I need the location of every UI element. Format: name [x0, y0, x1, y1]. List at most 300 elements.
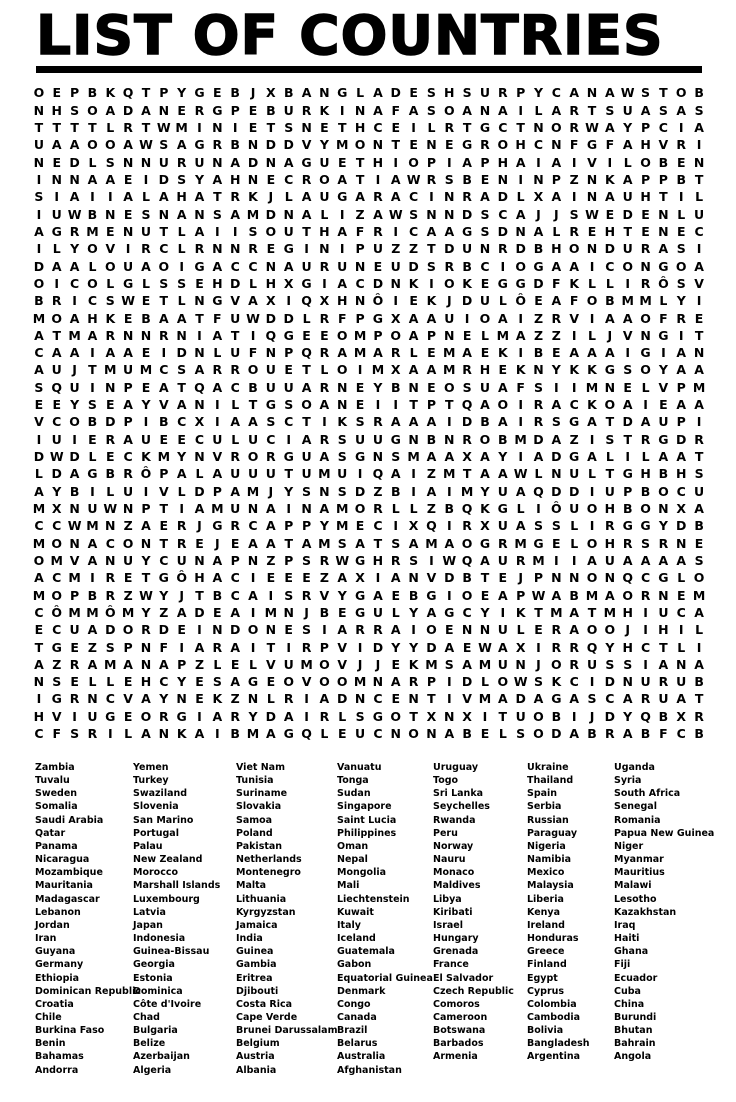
grid-letter: R [462, 189, 472, 205]
grid-letter: U [230, 310, 241, 326]
grid-letter: R [640, 691, 651, 707]
country-name: Equatorial Guinea [337, 972, 433, 984]
grid-letter: U [123, 552, 134, 568]
grid-letter: A [69, 137, 80, 153]
grid-letter: N [69, 500, 80, 516]
country-name: Guyana [35, 946, 76, 958]
grid-letter: G [604, 362, 615, 378]
grid-letter: A [605, 120, 615, 136]
grid-letter: P [658, 171, 668, 187]
grid-letter: Z [409, 241, 419, 257]
grid-letter: S [177, 275, 187, 291]
grid-letter: S [337, 483, 347, 499]
country-name: Madagascar [35, 893, 100, 905]
grid-letter: M [246, 206, 260, 222]
grid-letter: N [533, 171, 544, 187]
country-name: Norway [433, 840, 474, 852]
grid-letter: O [122, 622, 134, 638]
grid-letter: E [70, 639, 79, 655]
grid-letter: E [266, 674, 276, 690]
grid-letter: R [515, 552, 526, 568]
grid-letter: P [284, 345, 294, 361]
grid-letter: S [141, 206, 151, 222]
grid-letter: C [70, 275, 80, 291]
grid-letter: U [604, 552, 615, 568]
grid-letter: N [212, 241, 223, 257]
grid-letter: K [105, 85, 116, 101]
grid-letter: I [304, 691, 309, 707]
grid-letter: M [496, 327, 510, 343]
grid-letter: M [585, 587, 599, 603]
grid-letter: L [605, 449, 614, 465]
grid-letter: I [696, 241, 702, 257]
grid-letter: N [319, 85, 330, 101]
grid-letter: O [283, 674, 295, 690]
country-name: Paraguay [527, 827, 578, 839]
grid-letter: C [52, 518, 62, 534]
country-name: India [236, 933, 263, 945]
grid-letter: I [589, 518, 595, 534]
grid-letter: E [123, 674, 133, 690]
grid-letter: Y [70, 241, 80, 257]
grid-letter: P [212, 483, 222, 499]
grid-letter: T [177, 379, 186, 395]
grid-letter: A [462, 154, 472, 170]
grid-letter: Z [426, 466, 436, 482]
grid-letter: E [659, 397, 668, 413]
grid-letter: I [304, 241, 309, 257]
grid-letter: N [140, 656, 152, 672]
grid-letter: V [158, 483, 169, 499]
grid-letter: H [604, 223, 616, 239]
grid-letter: H [640, 189, 651, 205]
grid-letter: M [300, 656, 313, 672]
grid-letter: L [570, 518, 579, 534]
grid-letter: O [33, 275, 45, 291]
grid-letter: E [88, 431, 97, 447]
grid-letter: K [176, 726, 187, 742]
grid-letter: C [605, 691, 615, 707]
grid-letter: E [676, 223, 686, 239]
country-name: Qatar [35, 827, 66, 839]
grid-letter: Z [194, 656, 205, 672]
grid-letter: U [283, 223, 294, 239]
grid-letter: A [426, 483, 437, 499]
grid-letter: H [319, 223, 330, 239]
grid-letter: H [640, 466, 651, 482]
grid-letter: H [176, 189, 187, 205]
grid-letter: A [676, 102, 687, 118]
grid-letter: I [678, 120, 684, 136]
grid-letter: I [215, 414, 220, 430]
grid-letter: H [604, 535, 616, 551]
grid-letter: U [247, 466, 259, 482]
grid-letter: N [354, 293, 366, 309]
grid-letter: M [336, 518, 349, 534]
grid-letter: M [68, 327, 81, 343]
grid-letter: W [513, 466, 528, 482]
grid-letter: R [283, 691, 294, 707]
grid-letter: S [533, 518, 543, 534]
grid-letter: I [571, 154, 577, 170]
grid-letter: G [283, 241, 294, 257]
grid-letter: L [409, 500, 418, 516]
grid-letter: N [140, 639, 152, 655]
grid-letter: N [444, 189, 455, 205]
grid-letter: R [694, 431, 704, 447]
grid-letter: A [408, 310, 419, 326]
country-name: Lithuania [236, 893, 287, 905]
grid-letter: L [480, 327, 489, 343]
grid-letter: T [659, 85, 668, 101]
grid-letter: I [357, 362, 363, 378]
grid-letter: W [67, 518, 82, 534]
grid-letter: X [676, 500, 687, 516]
grid-letter: X [676, 708, 687, 724]
country-name: Papua New Guinea [614, 827, 715, 839]
grid-letter: U [444, 310, 455, 326]
grid-letter: O [104, 258, 116, 274]
grid-letter: Y [319, 137, 329, 153]
grid-letter: A [141, 102, 151, 118]
country-name: Bahrain [614, 1038, 656, 1050]
grid-letter: I [446, 518, 452, 534]
country-name: Chad [133, 1011, 160, 1023]
grid-letter: I [446, 154, 452, 170]
grid-letter: G [390, 431, 401, 447]
grid-letter: W [406, 171, 421, 187]
grid-letter: U [87, 708, 98, 724]
grid-letter: G [372, 708, 384, 724]
grid-letter: S [70, 102, 80, 118]
grid-letter: A [123, 397, 133, 413]
grid-letter: K [551, 674, 562, 690]
grid-letter: K [515, 362, 526, 378]
country-name: Niger [614, 840, 644, 852]
grid-letter: C [605, 258, 615, 274]
grid-letter: A [373, 345, 383, 361]
grid-letter: E [34, 397, 44, 413]
grid-letter: O [461, 587, 473, 603]
grid-letter: M [336, 137, 349, 153]
country-name: Bolivia [527, 1025, 564, 1037]
grid-letter: S [426, 258, 436, 274]
grid-letter: T [284, 535, 293, 551]
country-name: Luxembourg [133, 893, 200, 905]
country-name: Syria [614, 775, 642, 787]
grid-letter: N [586, 241, 598, 257]
country-name: Egypt [527, 972, 558, 984]
grid-letter: E [498, 570, 508, 586]
grid-letter: D [265, 708, 277, 724]
grid-letter: S [284, 397, 294, 413]
grid-letter: O [693, 570, 705, 586]
grid-letter: H [640, 137, 651, 153]
grid-letter: D [105, 622, 116, 638]
grid-letter: R [373, 500, 383, 516]
grid-letter: X [283, 275, 294, 291]
grid-letter: L [391, 500, 400, 516]
grid-letter: I [625, 345, 631, 361]
grid-letter: C [284, 414, 294, 430]
grid-letter: Z [551, 327, 561, 343]
grid-letter: E [123, 708, 133, 724]
grid-letter: K [569, 275, 580, 291]
grid-letter: N [408, 431, 419, 447]
grid-letter: S [605, 656, 615, 672]
grid-letter: X [462, 449, 472, 465]
grid-letter: M [139, 362, 153, 378]
grid-letter: L [266, 691, 275, 707]
grid-letter: E [694, 310, 704, 326]
grid-letter: L [88, 674, 97, 690]
grid-letter: R [676, 310, 687, 326]
country-name: Guinea [236, 946, 274, 958]
grid-letter: P [177, 656, 187, 672]
grid-letter: I [518, 449, 523, 465]
grid-letter: N [622, 674, 633, 690]
grid-letter: A [34, 223, 44, 239]
grid-letter: T [409, 397, 418, 413]
grid-letter: B [480, 414, 490, 430]
grid-letter: N [444, 708, 455, 724]
grid-letter: S [34, 189, 44, 205]
grid-letter: V [105, 241, 116, 257]
grid-letter: T [266, 120, 276, 136]
country-name: Belarus [337, 1038, 378, 1050]
grid-letter: Y [676, 293, 686, 309]
grid-letter: R [158, 327, 169, 343]
grid-letter: V [158, 397, 169, 413]
grid-letter: U [337, 258, 348, 274]
country-name: Estonia [133, 972, 173, 984]
grid-letter: N [194, 293, 205, 309]
grid-letter: A [194, 639, 205, 655]
grid-letter: R [69, 656, 80, 672]
grid-letter: T [623, 223, 632, 239]
grid-letter: O [586, 500, 598, 516]
grid-letter: S [533, 674, 543, 690]
grid-letter: D [33, 258, 45, 274]
grid-letter: S [641, 85, 651, 101]
grid-letter: A [158, 310, 169, 326]
grid-letter: Y [623, 120, 633, 136]
country-name: Israel [433, 919, 463, 931]
grid-letter: U [51, 206, 62, 222]
grid-letter: L [88, 449, 97, 465]
grid-letter: G [515, 275, 526, 291]
grid-letter: R [230, 189, 240, 205]
grid-letter: W [585, 206, 599, 222]
country-name: New Zealand [133, 854, 203, 866]
grid-letter: E [409, 137, 418, 153]
grid-letter: C [676, 604, 686, 620]
grid-letter: X [480, 518, 490, 534]
grid-letter: N [265, 345, 277, 361]
grid-letter: I [393, 223, 399, 239]
grid-letter: A [337, 622, 348, 638]
grid-letter: N [693, 345, 705, 361]
grid-letter: E [587, 223, 597, 239]
grid-letter: N [229, 241, 241, 257]
grid-letter: A [587, 345, 597, 361]
country-name: Italy [337, 919, 361, 931]
grid-letter: J [268, 189, 274, 205]
country-name: Gambia [236, 959, 277, 971]
grid-letter: I [197, 327, 202, 343]
grid-letter: G [354, 587, 366, 603]
grid-letter: J [625, 622, 631, 638]
grid-letter: E [70, 674, 79, 690]
grid-letter: A [605, 587, 615, 603]
grid-letter: W [478, 639, 492, 655]
grid-letter: F [248, 345, 258, 361]
grid-letter: L [88, 154, 97, 170]
grid-letter: V [658, 137, 669, 153]
grid-letter: A [390, 171, 401, 187]
grid-letter: U [390, 258, 401, 274]
grid-letter: P [284, 552, 294, 568]
grid-letter: G [337, 85, 348, 101]
grid-letter: X [408, 518, 419, 534]
grid-letter: T [337, 120, 347, 136]
country-name: Tuvalu [35, 775, 70, 787]
grid-letter: A [694, 120, 704, 136]
grid-letter: A [230, 206, 241, 222]
grid-letter: U [51, 431, 62, 447]
grid-letter: Z [569, 431, 579, 447]
grid-letter: L [213, 656, 222, 672]
grid-letter: B [587, 726, 597, 742]
grid-letter: Ô [551, 500, 562, 516]
grid-letter: G [301, 275, 312, 291]
grid-letter: L [677, 570, 686, 586]
grid-letter: R [105, 431, 116, 447]
grid-letter: P [301, 518, 312, 534]
grid-letter: I [393, 397, 399, 413]
grid-letter: S [462, 85, 472, 101]
country-column [337, 761, 433, 1077]
country-name: Belgium [236, 1038, 280, 1050]
grid-letter: U [230, 345, 241, 361]
grid-letter: A [373, 102, 383, 118]
grid-letter: A [337, 570, 348, 586]
grid-letter: R [141, 622, 151, 638]
grid-letter: T [230, 327, 240, 343]
grid-letter: B [676, 171, 686, 187]
grid-letter: N [515, 223, 526, 239]
grid-letter: M [157, 449, 171, 465]
grid-letter: G [283, 449, 294, 465]
country-name: Mongolia [337, 867, 386, 879]
grid-letter: S [676, 241, 686, 257]
grid-letter: A [462, 656, 472, 672]
grid-letter: I [197, 708, 202, 724]
grid-letter: E [230, 535, 240, 551]
grid-letter: A [212, 466, 223, 482]
grid-letter: Ô [104, 604, 116, 620]
grid-letter: A [622, 552, 633, 568]
grid-letter: I [464, 310, 470, 326]
grid-letter: E [391, 120, 401, 136]
grid-letter: A [658, 656, 669, 672]
grid-letter: G [551, 691, 562, 707]
grid-letter: T [694, 327, 704, 343]
country-name: Angola [614, 1051, 652, 1063]
grid-letter: I [232, 120, 238, 136]
grid-letter: E [159, 431, 169, 447]
grid-letter: D [568, 483, 580, 499]
grid-letter: S [676, 275, 686, 291]
grid-letter: N [568, 570, 580, 586]
grid-letter: Ô [176, 570, 187, 586]
grid-letter: N [497, 171, 509, 187]
grid-letter: T [141, 120, 151, 136]
grid-letter: W [156, 120, 171, 136]
grid-letter: T [159, 223, 169, 239]
grid-letter: X [426, 708, 437, 724]
grid-letter: A [248, 535, 258, 551]
grid-letter: E [52, 154, 62, 170]
grid-letter: R [497, 85, 508, 101]
grid-letter: I [696, 639, 702, 655]
grid-letter: G [212, 102, 223, 118]
grid-letter: A [497, 310, 508, 326]
country-column [614, 761, 736, 1077]
grid-letter: T [195, 587, 204, 603]
grid-letter: E [676, 587, 686, 603]
grid-letter: Y [141, 552, 151, 568]
country-name: Serbia [527, 801, 562, 813]
grid-letter: Q [426, 518, 437, 534]
grid-letter: R [212, 639, 223, 655]
grid-letter: L [106, 120, 115, 136]
grid-letter: Z [230, 691, 240, 707]
grid-letter: Q [461, 500, 473, 516]
grid-letter: N [533, 362, 544, 378]
grid-letter: I [215, 397, 220, 413]
grid-letter: Ô [372, 293, 384, 309]
grid-letter: H [658, 622, 669, 638]
grid-letter: V [337, 656, 348, 672]
grid-letter: R [640, 275, 651, 291]
grid-letter: A [87, 622, 98, 638]
grid-letter: S [551, 414, 561, 430]
country-name: Lesotho [614, 893, 657, 905]
grid-letter: I [250, 639, 256, 655]
grid-letter: L [249, 656, 257, 672]
grid-letter: D [372, 275, 384, 291]
grid-letter: I [571, 552, 577, 568]
grid-letter: I [375, 171, 381, 187]
grid-letter: R [319, 431, 330, 447]
grid-letter: G [354, 604, 366, 620]
grid-letter: S [355, 708, 365, 724]
grid-letter: Q [301, 293, 312, 309]
grid-letter: U [586, 656, 598, 672]
grid-letter: P [516, 85, 526, 101]
grid-letter: O [408, 154, 419, 170]
title-underline [36, 66, 702, 73]
grid-letter: P [426, 397, 437, 413]
grid-letter: C [177, 414, 187, 430]
grid-letter: U [337, 466, 348, 482]
grid-letter: T [159, 293, 169, 309]
grid-letter: I [607, 154, 613, 170]
grid-letter: C [640, 639, 651, 655]
grid-letter: I [90, 483, 95, 499]
grid-letter: A [337, 345, 348, 361]
